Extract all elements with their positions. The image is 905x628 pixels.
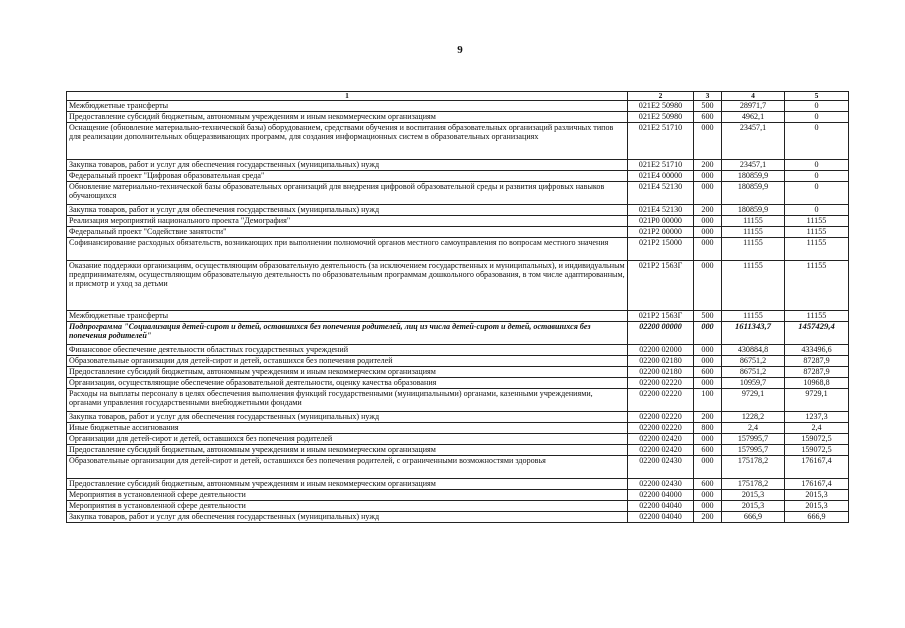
row-code-cell: 02200 02430 (628, 456, 694, 479)
row-amount-2-cell: 9729,1 (785, 389, 849, 412)
row-code-cell: 02200 02220 (628, 389, 694, 412)
row-name-cell: Финансовое обеспечение деятельности областных государственных учреждений (67, 345, 628, 356)
row-amount-2-cell: 176167,4 (785, 456, 849, 479)
row-amount-2-cell: 11155 (785, 238, 849, 261)
row-code-cell: 02200 00000 (628, 322, 694, 345)
row-amount-2-cell: 11155 (785, 311, 849, 322)
row-code-cell: 02200 04040 (628, 501, 694, 512)
table-row (67, 205, 849, 216)
row-expense-type-cell: 000 (694, 171, 722, 182)
table-row (67, 345, 849, 356)
row-name-cell: Иные бюджетные ассигнования (67, 423, 628, 434)
row-name-cell: Межбюджетные трансферты (67, 311, 628, 322)
row-expense-type-cell: 200 (694, 412, 722, 423)
row-name-cell: Предоставление субсидий бюджетным, автономным учреждениям и иным некоммерческим организациям (67, 479, 628, 490)
row-name-cell: Мероприятия в установленной сфере деятельности (67, 501, 628, 512)
table-row (67, 445, 849, 456)
row-code-cell: 021P2 1563Г (628, 311, 694, 322)
table-body (67, 101, 849, 523)
row-expense-type-cell: 000 (694, 238, 722, 261)
row-expense-type-cell: 000 (694, 261, 722, 311)
row-expense-type-cell: 100 (694, 389, 722, 412)
row-expense-type-cell: 000 (694, 456, 722, 479)
row-amount-1-cell: 86751,2 (722, 367, 785, 378)
row-code-cell: 02200 02430 (628, 479, 694, 490)
table-row (67, 501, 849, 512)
row-amount-2-cell: 1237,3 (785, 412, 849, 423)
row-expense-type-cell: 000 (694, 345, 722, 356)
table-row (67, 322, 849, 345)
row-amount-1-cell: 175178,2 (722, 456, 785, 479)
row-amount-2-cell: 1457429,4 (785, 322, 849, 345)
row-expense-type-cell: 000 (694, 356, 722, 367)
row-amount-1-cell: 180859,9 (722, 205, 785, 216)
row-code-cell: 021E2 50980 (628, 112, 694, 123)
row-name-cell: Организации для детей-сирот и детей, оставшихся без попечения родителей (67, 434, 628, 445)
row-name-cell: Закупка товаров, работ и услуг для обеспечения государственных (муниципальных) нужд (67, 160, 628, 171)
row-name-cell: Оснащение (обновление материально-технической базы) оборудованием, средствами обучения и воспитания образовательных организаций различных типов для реализации дополнительных общеразвивающих программ, для создания информационных систем в образовательных организациях (67, 123, 628, 160)
row-expense-type-cell: 000 (694, 490, 722, 501)
row-code-cell: 021P2 00000 (628, 227, 694, 238)
row-amount-1-cell: 86751,2 (722, 356, 785, 367)
row-name-cell: Организации, осуществляющие обеспечение образовательной деятельности, оценку качества образования (67, 378, 628, 389)
row-amount-1-cell: 430884,8 (722, 345, 785, 356)
row-amount-1-cell: 1228,2 (722, 412, 785, 423)
row-amount-1-cell: 11155 (722, 311, 785, 322)
row-code-cell: 021E4 52130 (628, 182, 694, 205)
row-code-cell: 02200 02220 (628, 378, 694, 389)
row-expense-type-cell: 000 (694, 501, 722, 512)
row-name-cell: Подпрограмма "Социализация детей-сирот и детей, оставшихся без попечения родителей, лиц из числа детей-сирот и детей, оставшихся без попечения родителей" (67, 322, 628, 345)
row-expense-type-cell: 000 (694, 182, 722, 205)
row-expense-type-cell: 800 (694, 423, 722, 434)
row-amount-1-cell: 666,9 (722, 512, 785, 523)
row-code-cell: 021P2 15000 (628, 238, 694, 261)
row-amount-2-cell: 0 (785, 205, 849, 216)
row-amount-2-cell: 176167,4 (785, 479, 849, 490)
row-name-cell: Федеральный проект "Содействие занятости" (67, 227, 628, 238)
row-amount-1-cell: 175178,2 (722, 479, 785, 490)
row-amount-1-cell: 157995,7 (722, 445, 785, 456)
row-code-cell: 02200 02000 (628, 345, 694, 356)
row-expense-type-cell: 600 (694, 479, 722, 490)
row-amount-2-cell: 2015,3 (785, 490, 849, 501)
row-code-cell: 02200 02180 (628, 356, 694, 367)
row-amount-2-cell: 159072,5 (785, 445, 849, 456)
row-amount-2-cell: 0 (785, 123, 849, 160)
row-expense-type-cell: 200 (694, 512, 722, 523)
row-expense-type-cell: 600 (694, 367, 722, 378)
row-expense-type-cell: 500 (694, 101, 722, 112)
row-amount-2-cell: 11155 (785, 261, 849, 311)
table-row (67, 367, 849, 378)
row-amount-2-cell: 0 (785, 112, 849, 123)
row-code-cell: 021E4 00000 (628, 171, 694, 182)
table-row (67, 456, 849, 479)
table-row (67, 112, 849, 123)
row-amount-2-cell: 2015,3 (785, 501, 849, 512)
row-name-cell: Образовательные организации для детей-сирот и детей, оставшихся без попечения родителей, с ограниченными возможностями здоровья (67, 456, 628, 479)
row-amount-2-cell: 2,4 (785, 423, 849, 434)
column-header-amount-2: 5 (785, 92, 849, 101)
row-name-cell: Межбюджетные трансферты (67, 101, 628, 112)
row-name-cell: Расходы на выплаты персоналу в целях обеспечения выполнения функций государственными (муниципальными) органами, казенными учреждениями, органами управления государственными внебюджетными фондами (67, 389, 628, 412)
row-amount-1-cell: 11155 (722, 216, 785, 227)
row-amount-1-cell: 1611343,7 (722, 322, 785, 345)
row-code-cell: 02200 02220 (628, 423, 694, 434)
row-amount-1-cell: 180859,9 (722, 182, 785, 205)
row-amount-2-cell: 0 (785, 182, 849, 205)
row-name-cell: Предоставление субсидий бюджетным, автономным учреждениям и иным некоммерческим организациям (67, 112, 628, 123)
row-amount-1-cell: 11155 (722, 238, 785, 261)
row-amount-1-cell: 2015,3 (722, 490, 785, 501)
table-row (67, 412, 849, 423)
row-amount-2-cell: 87287,9 (785, 367, 849, 378)
budget-table (66, 91, 849, 523)
row-expense-type-cell: 000 (694, 322, 722, 345)
table-row (67, 490, 849, 501)
table-row (67, 378, 849, 389)
row-amount-2-cell: 0 (785, 171, 849, 182)
row-code-cell: 02200 02220 (628, 412, 694, 423)
table-row (67, 479, 849, 490)
column-header-code: 2 (628, 92, 694, 101)
row-amount-1-cell: 23457,1 (722, 160, 785, 171)
row-amount-2-cell: 0 (785, 101, 849, 112)
row-expense-type-cell: 000 (694, 216, 722, 227)
row-code-cell: 021E2 51710 (628, 123, 694, 160)
table-row (67, 171, 849, 182)
row-amount-2-cell: 87287,9 (785, 356, 849, 367)
row-amount-1-cell: 23457,1 (722, 123, 785, 160)
row-code-cell: 021P2 1563Г (628, 261, 694, 311)
row-name-cell: Софинансирование расходных обязательств, возникающих при выполнении полномочий органов местного самоуправления по вопросам местного значения (67, 238, 628, 261)
row-name-cell: Закупка товаров, работ и услуг для обеспечения государственных (муниципальных) нужд (67, 412, 628, 423)
row-amount-2-cell: 10968,8 (785, 378, 849, 389)
row-amount-2-cell: 11155 (785, 227, 849, 238)
row-expense-type-cell: 000 (694, 227, 722, 238)
table-row (67, 182, 849, 205)
table-row (67, 261, 849, 311)
column-header-amount-1: 4 (722, 92, 785, 101)
row-amount-1-cell: 10959,7 (722, 378, 785, 389)
table-row (67, 356, 849, 367)
row-expense-type-cell: 000 (694, 378, 722, 389)
row-name-cell: Образовательные организации для детей-сирот и детей, оставшихся без попечения родителей (67, 356, 628, 367)
row-amount-2-cell: 666,9 (785, 512, 849, 523)
table-row (67, 238, 849, 261)
page-number: 9 (457, 44, 463, 56)
row-amount-1-cell: 11155 (722, 227, 785, 238)
table-row (67, 423, 849, 434)
row-amount-1-cell: 2,4 (722, 423, 785, 434)
row-amount-2-cell: 11155 (785, 216, 849, 227)
row-code-cell: 021E2 50980 (628, 101, 694, 112)
row-amount-1-cell: 180859,9 (722, 171, 785, 182)
row-name-cell: Федеральный проект "Цифровая образовательная среда" (67, 171, 628, 182)
row-code-cell: 02200 04040 (628, 512, 694, 523)
row-name-cell: Реализация мероприятий национального проекта "Демография" (67, 216, 628, 227)
table-header-row (67, 92, 849, 101)
row-code-cell: 021P0 00000 (628, 216, 694, 227)
row-amount-1-cell: 2015,3 (722, 501, 785, 512)
column-header-expense-type: 3 (694, 92, 722, 101)
row-name-cell: Обновление материально-технической базы образовательных организаций для внедрения цифровой образовательной среды и развития цифровых навыков обучающихся (67, 182, 628, 205)
table-row (67, 101, 849, 112)
column-header-name: 1 (67, 92, 628, 101)
row-name-cell: Оказание поддержки организациям, осуществляющим образовательную деятельность (за исключением государственных и муниципальных), и индивидуальным предпринимателям, осуществляющим образовательную деятельность по образовательным программам дошкольного образования, в том числе адаптированным, и присмотр и уход за детьми (67, 261, 628, 311)
table-row (67, 123, 849, 160)
row-amount-2-cell: 159072,5 (785, 434, 849, 445)
row-expense-type-cell: 200 (694, 160, 722, 171)
row-name-cell: Предоставление субсидий бюджетным, автономным учреждениям и иным некоммерческим организациям (67, 367, 628, 378)
row-name-cell: Предоставление субсидий бюджетным, автономным учреждениям и иным некоммерческим организациям (67, 445, 628, 456)
row-expense-type-cell: 000 (694, 434, 722, 445)
row-expense-type-cell: 600 (694, 112, 722, 123)
row-expense-type-cell: 200 (694, 205, 722, 216)
row-code-cell: 021E2 51710 (628, 160, 694, 171)
table-row (67, 216, 849, 227)
row-amount-1-cell: 9729,1 (722, 389, 785, 412)
row-amount-1-cell: 28971,7 (722, 101, 785, 112)
table-row (67, 434, 849, 445)
table-row (67, 512, 849, 523)
row-amount-1-cell: 11155 (722, 261, 785, 311)
row-name-cell: Закупка товаров, работ и услуг для обеспечения государственных (муниципальных) нужд (67, 205, 628, 216)
row-amount-1-cell: 157995,7 (722, 434, 785, 445)
row-name-cell: Мероприятия в установленной сфере деятельности (67, 490, 628, 501)
row-code-cell: 02200 04000 (628, 490, 694, 501)
row-code-cell: 02200 02420 (628, 434, 694, 445)
row-name-cell: Закупка товаров, работ и услуг для обеспечения государственных (муниципальных) нужд (67, 512, 628, 523)
row-amount-2-cell: 433496,6 (785, 345, 849, 356)
row-expense-type-cell: 000 (694, 123, 722, 160)
row-code-cell: 02200 02420 (628, 445, 694, 456)
row-amount-1-cell: 4962,1 (722, 112, 785, 123)
row-code-cell: 021E4 52130 (628, 205, 694, 216)
row-code-cell: 02200 02180 (628, 367, 694, 378)
row-amount-2-cell: 0 (785, 160, 849, 171)
table-row (67, 160, 849, 171)
row-expense-type-cell: 600 (694, 445, 722, 456)
table-row (67, 311, 849, 322)
row-expense-type-cell: 500 (694, 311, 722, 322)
table-row (67, 227, 849, 238)
table-row (67, 389, 849, 412)
